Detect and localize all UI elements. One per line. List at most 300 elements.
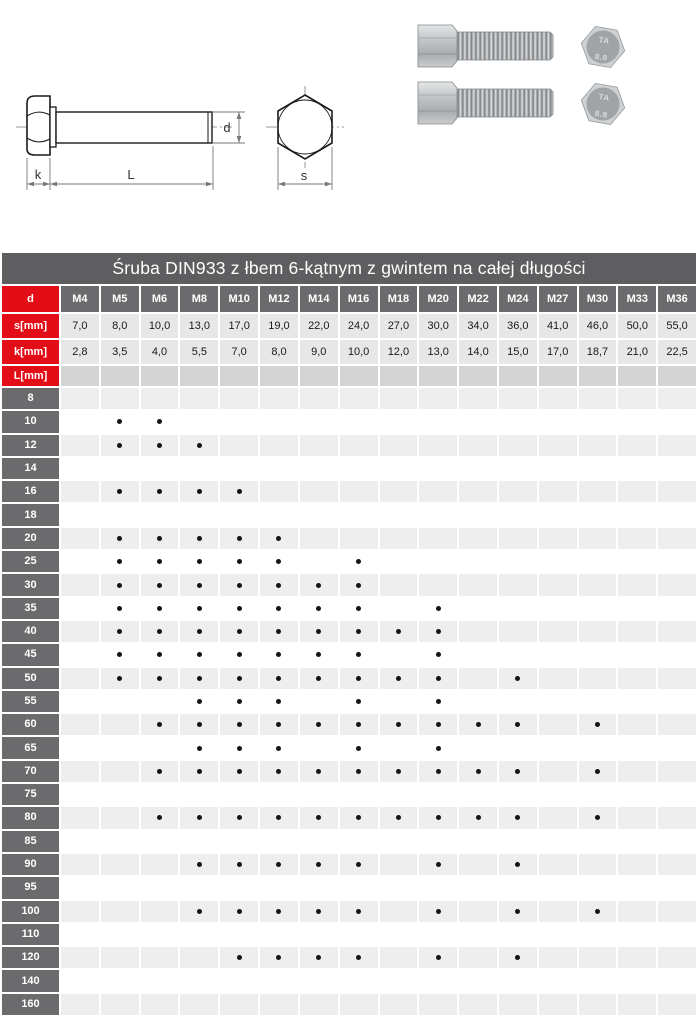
availability-dot	[237, 583, 242, 588]
availability-cell	[419, 831, 457, 852]
availability-cell	[419, 574, 457, 595]
availability-cell	[61, 388, 99, 409]
availability-cell	[539, 598, 577, 619]
availability-cell	[340, 668, 378, 689]
availability-cell	[419, 435, 457, 456]
availability-cell	[180, 528, 218, 549]
availability-cell	[380, 574, 418, 595]
availability-cell	[499, 458, 537, 479]
l-header-cell	[380, 366, 418, 386]
availability-cell	[658, 737, 696, 758]
availability-cell	[499, 807, 537, 828]
availability-cell	[340, 551, 378, 572]
availability-cell	[141, 737, 179, 758]
availability-cell	[340, 807, 378, 828]
availability-cell	[141, 691, 179, 712]
availability-cell	[658, 970, 696, 991]
availability-cell	[101, 458, 139, 479]
availability-cell	[419, 411, 457, 432]
length-label-60: 60	[2, 714, 59, 735]
availability-cell	[101, 668, 139, 689]
availability-dot	[237, 536, 242, 541]
availability-cell	[101, 481, 139, 502]
availability-cell	[499, 901, 537, 922]
availability-cell	[141, 831, 179, 852]
availability-cell	[260, 970, 298, 991]
availability-cell	[499, 761, 537, 782]
l-header-cell	[618, 366, 656, 386]
length-label-18: 18	[2, 504, 59, 525]
availability-cell	[539, 877, 577, 898]
availability-cell	[658, 551, 696, 572]
availability-cell	[141, 761, 179, 782]
availability-cell	[141, 458, 179, 479]
availability-cell	[300, 761, 338, 782]
availability-cell	[658, 854, 696, 875]
size-table	[2, 253, 696, 1015]
dim-label-L: L	[127, 167, 135, 182]
size-header-M16: M16	[340, 286, 378, 312]
grade-marking-bottom: 8.8	[594, 51, 609, 63]
k-value: 21,0	[618, 340, 656, 364]
availability-dot	[157, 559, 162, 564]
availability-cell	[618, 761, 656, 782]
length-label-30: 30	[2, 574, 59, 595]
availability-dot	[276, 955, 281, 960]
availability-cell	[419, 761, 457, 782]
availability-dot	[276, 583, 281, 588]
availability-cell	[101, 970, 139, 991]
availability-cell	[380, 481, 418, 502]
availability-cell	[539, 644, 577, 665]
availability-cell	[459, 807, 497, 828]
availability-dot	[197, 443, 202, 448]
availability-dot	[237, 699, 242, 704]
availability-dot	[157, 722, 162, 727]
availability-dot	[356, 699, 361, 704]
availability-dot	[595, 909, 600, 914]
table-corner-label: d	[2, 286, 59, 312]
availability-dot	[197, 652, 202, 657]
availability-cell	[180, 831, 218, 852]
availability-cell	[340, 924, 378, 945]
availability-cell	[61, 458, 99, 479]
availability-dot	[117, 652, 122, 657]
availability-cell	[658, 947, 696, 968]
availability-cell	[101, 947, 139, 968]
availability-cell	[340, 528, 378, 549]
length-label-90: 90	[2, 854, 59, 875]
availability-cell	[419, 970, 457, 991]
availability-cell	[380, 970, 418, 991]
availability-cell	[180, 784, 218, 805]
availability-dot	[117, 559, 122, 564]
availability-cell	[260, 807, 298, 828]
availability-cell	[300, 947, 338, 968]
availability-cell	[220, 924, 258, 945]
k-value: 7,0	[220, 340, 258, 364]
availability-cell	[180, 504, 218, 525]
availability-cell	[380, 621, 418, 642]
table-title: Śruba DIN933 z łbem 6-kątnym z gwintem na całej długości	[2, 253, 696, 284]
availability-dot	[476, 815, 481, 820]
availability-cell	[658, 621, 696, 642]
availability-dot	[197, 676, 202, 681]
availability-cell	[101, 807, 139, 828]
availability-cell	[300, 691, 338, 712]
availability-cell	[61, 644, 99, 665]
availability-cell	[380, 901, 418, 922]
l-header-cell	[340, 366, 378, 386]
availability-cell	[539, 691, 577, 712]
availability-cell	[61, 947, 99, 968]
availability-cell	[220, 598, 258, 619]
availability-cell	[180, 901, 218, 922]
availability-dot	[117, 629, 122, 634]
size-header-M27: M27	[539, 286, 577, 312]
availability-cell	[579, 598, 617, 619]
availability-cell	[220, 714, 258, 735]
size-header-M22: M22	[459, 286, 497, 312]
availability-cell	[220, 807, 258, 828]
availability-cell	[579, 481, 617, 502]
availability-cell	[101, 737, 139, 758]
availability-cell	[579, 668, 617, 689]
availability-cell	[300, 528, 338, 549]
availability-cell	[260, 551, 298, 572]
availability-cell	[101, 574, 139, 595]
availability-cell	[459, 388, 497, 409]
availability-cell	[380, 784, 418, 805]
availability-dot	[197, 606, 202, 611]
availability-cell	[220, 621, 258, 642]
availability-cell	[380, 831, 418, 852]
availability-cell	[300, 877, 338, 898]
availability-cell	[539, 411, 577, 432]
k-value: 22,5	[658, 340, 696, 364]
s-value: 10,0	[141, 314, 179, 338]
availability-dot	[197, 699, 202, 704]
availability-dot	[356, 815, 361, 820]
availability-cell	[618, 411, 656, 432]
availability-cell	[141, 924, 179, 945]
availability-dot	[197, 629, 202, 634]
availability-dot	[316, 676, 321, 681]
availability-dot	[117, 676, 122, 681]
availability-cell	[658, 714, 696, 735]
availability-cell	[260, 644, 298, 665]
availability-dot	[276, 629, 281, 634]
availability-cell	[260, 574, 298, 595]
availability-cell	[579, 574, 617, 595]
availability-dot	[237, 489, 242, 494]
availability-cell	[658, 691, 696, 712]
availability-cell	[618, 388, 656, 409]
availability-dot	[157, 489, 162, 494]
availability-cell	[141, 877, 179, 898]
availability-dot	[117, 536, 122, 541]
availability-dot	[316, 583, 321, 588]
availability-dot	[237, 746, 242, 751]
availability-cell	[101, 901, 139, 922]
length-label-100: 100	[2, 901, 59, 922]
availability-cell	[419, 714, 457, 735]
availability-cell	[539, 947, 577, 968]
s-value: 46,0	[579, 314, 617, 338]
availability-cell	[579, 504, 617, 525]
availability-cell	[101, 924, 139, 945]
size-header-M18: M18	[380, 286, 418, 312]
availability-cell	[101, 551, 139, 572]
availability-cell	[220, 970, 258, 991]
k-value: 12,0	[380, 340, 418, 364]
availability-cell	[61, 970, 99, 991]
availability-cell	[141, 598, 179, 619]
availability-dot	[436, 862, 441, 867]
length-label-110: 110	[2, 924, 59, 945]
dim-label-k: k	[34, 167, 42, 182]
availability-dot	[157, 443, 162, 448]
availability-cell	[499, 877, 537, 898]
availability-cell	[61, 481, 99, 502]
availability-cell	[61, 994, 99, 1015]
availability-cell	[459, 854, 497, 875]
availability-dot	[515, 955, 520, 960]
availability-cell	[459, 598, 497, 619]
availability-cell	[340, 901, 378, 922]
availability-cell	[260, 854, 298, 875]
availability-cell	[618, 551, 656, 572]
availability-cell	[579, 854, 617, 875]
availability-cell	[180, 574, 218, 595]
availability-dot	[356, 583, 361, 588]
availability-cell	[61, 621, 99, 642]
availability-cell	[380, 551, 418, 572]
availability-cell	[300, 737, 338, 758]
availability-dot	[237, 862, 242, 867]
availability-dot	[316, 606, 321, 611]
availability-cell	[539, 388, 577, 409]
availability-cell	[380, 947, 418, 968]
availability-cell	[260, 411, 298, 432]
availability-cell	[579, 831, 617, 852]
availability-cell	[499, 528, 537, 549]
availability-cell	[380, 854, 418, 875]
s-value: 22,0	[300, 314, 338, 338]
availability-cell	[260, 435, 298, 456]
availability-cell	[658, 435, 696, 456]
s-value: 7,0	[61, 314, 99, 338]
availability-cell	[340, 994, 378, 1015]
technical-drawing	[0, 0, 350, 250]
availability-dot	[276, 862, 281, 867]
availability-cell	[300, 388, 338, 409]
availability-cell	[459, 737, 497, 758]
availability-cell	[180, 621, 218, 642]
availability-cell	[300, 551, 338, 572]
availability-cell	[101, 644, 139, 665]
size-header-M14: M14	[300, 286, 338, 312]
availability-cell	[499, 668, 537, 689]
k-value: 5,5	[180, 340, 218, 364]
availability-cell	[180, 411, 218, 432]
availability-dot	[356, 862, 361, 867]
availability-cell	[618, 481, 656, 502]
availability-cell	[380, 435, 418, 456]
availability-dot	[157, 536, 162, 541]
availability-cell	[618, 970, 656, 991]
availability-dot	[436, 769, 441, 774]
availability-cell	[300, 994, 338, 1015]
s-value: 30,0	[419, 314, 457, 338]
availability-cell	[618, 924, 656, 945]
availability-cell	[180, 714, 218, 735]
availability-cell	[539, 901, 577, 922]
s-value: 13,0	[180, 314, 218, 338]
availability-cell	[61, 737, 99, 758]
availability-dot	[316, 815, 321, 820]
availability-cell	[220, 877, 258, 898]
availability-cell	[419, 528, 457, 549]
availability-cell	[499, 644, 537, 665]
length-label-140: 140	[2, 970, 59, 991]
availability-cell	[300, 924, 338, 945]
availability-cell	[340, 854, 378, 875]
availability-cell	[260, 481, 298, 502]
availability-dot	[276, 722, 281, 727]
dim-label-s: s	[300, 168, 308, 183]
availability-dot	[436, 722, 441, 727]
availability-cell	[579, 924, 617, 945]
row-label-k: k[mm]	[2, 340, 59, 364]
availability-cell	[180, 807, 218, 828]
availability-cell	[340, 761, 378, 782]
availability-cell	[380, 737, 418, 758]
availability-cell	[220, 737, 258, 758]
availability-cell	[419, 504, 457, 525]
availability-cell	[101, 854, 139, 875]
availability-cell	[579, 621, 617, 642]
availability-cell	[579, 807, 617, 828]
availability-cell	[101, 761, 139, 782]
length-label-50: 50	[2, 668, 59, 689]
availability-cell	[101, 714, 139, 735]
availability-dot	[197, 536, 202, 541]
availability-cell	[380, 924, 418, 945]
availability-dot	[276, 909, 281, 914]
availability-dot	[197, 815, 202, 820]
size-header-M10: M10	[220, 286, 258, 312]
availability-cell	[499, 784, 537, 805]
availability-cell	[499, 970, 537, 991]
availability-dot	[276, 815, 281, 820]
availability-cell	[539, 994, 577, 1015]
k-value: 14,0	[459, 340, 497, 364]
k-value: 4,0	[141, 340, 179, 364]
availability-cell	[300, 411, 338, 432]
availability-cell	[539, 714, 577, 735]
availability-cell	[499, 691, 537, 712]
row-label-s: s[mm]	[2, 314, 59, 338]
availability-cell	[101, 435, 139, 456]
bolt-photo-2	[418, 82, 553, 124]
availability-cell	[499, 994, 537, 1015]
s-value: 41,0	[539, 314, 577, 338]
availability-dot	[476, 769, 481, 774]
availability-cell	[459, 784, 497, 805]
availability-cell	[380, 668, 418, 689]
availability-cell	[61, 598, 99, 619]
availability-cell	[618, 854, 656, 875]
availability-cell	[220, 388, 258, 409]
availability-cell	[658, 877, 696, 898]
availability-dot	[276, 676, 281, 681]
availability-cell	[220, 831, 258, 852]
availability-cell	[300, 435, 338, 456]
availability-cell	[260, 458, 298, 479]
availability-cell	[579, 714, 617, 735]
availability-cell	[459, 551, 497, 572]
availability-cell	[499, 621, 537, 642]
availability-dot	[276, 746, 281, 751]
size-header-M6: M6	[141, 286, 179, 312]
length-label-14: 14	[2, 458, 59, 479]
length-label-20: 20	[2, 528, 59, 549]
availability-cell	[380, 598, 418, 619]
availability-cell	[61, 901, 99, 922]
product-photos	[400, 8, 698, 128]
availability-cell	[539, 970, 577, 991]
k-value: 17,0	[539, 340, 577, 364]
availability-cell	[618, 668, 656, 689]
availability-cell	[340, 481, 378, 502]
availability-cell	[579, 411, 617, 432]
availability-cell	[380, 411, 418, 432]
availability-cell	[101, 877, 139, 898]
availability-cell	[141, 668, 179, 689]
availability-dot	[316, 955, 321, 960]
availability-cell	[300, 481, 338, 502]
availability-dot	[237, 676, 242, 681]
availability-cell	[61, 831, 99, 852]
availability-cell	[101, 388, 139, 409]
availability-dot	[237, 559, 242, 564]
l-header-cell	[141, 366, 179, 386]
size-header-M33: M33	[618, 286, 656, 312]
availability-cell	[101, 621, 139, 642]
availability-cell	[141, 994, 179, 1015]
availability-cell	[419, 551, 457, 572]
availability-cell	[658, 668, 696, 689]
availability-cell	[579, 644, 617, 665]
availability-cell	[618, 598, 656, 619]
availability-cell	[539, 574, 577, 595]
k-value: 15,0	[499, 340, 537, 364]
availability-cell	[180, 691, 218, 712]
availability-cell	[539, 784, 577, 805]
availability-cell	[459, 994, 497, 1015]
availability-cell	[459, 411, 497, 432]
availability-cell	[300, 784, 338, 805]
availability-cell	[101, 994, 139, 1015]
availability-cell	[419, 854, 457, 875]
availability-cell	[658, 574, 696, 595]
availability-cell	[618, 807, 656, 828]
availability-cell	[141, 504, 179, 525]
availability-cell	[618, 644, 656, 665]
availability-cell	[618, 528, 656, 549]
availability-cell	[499, 504, 537, 525]
